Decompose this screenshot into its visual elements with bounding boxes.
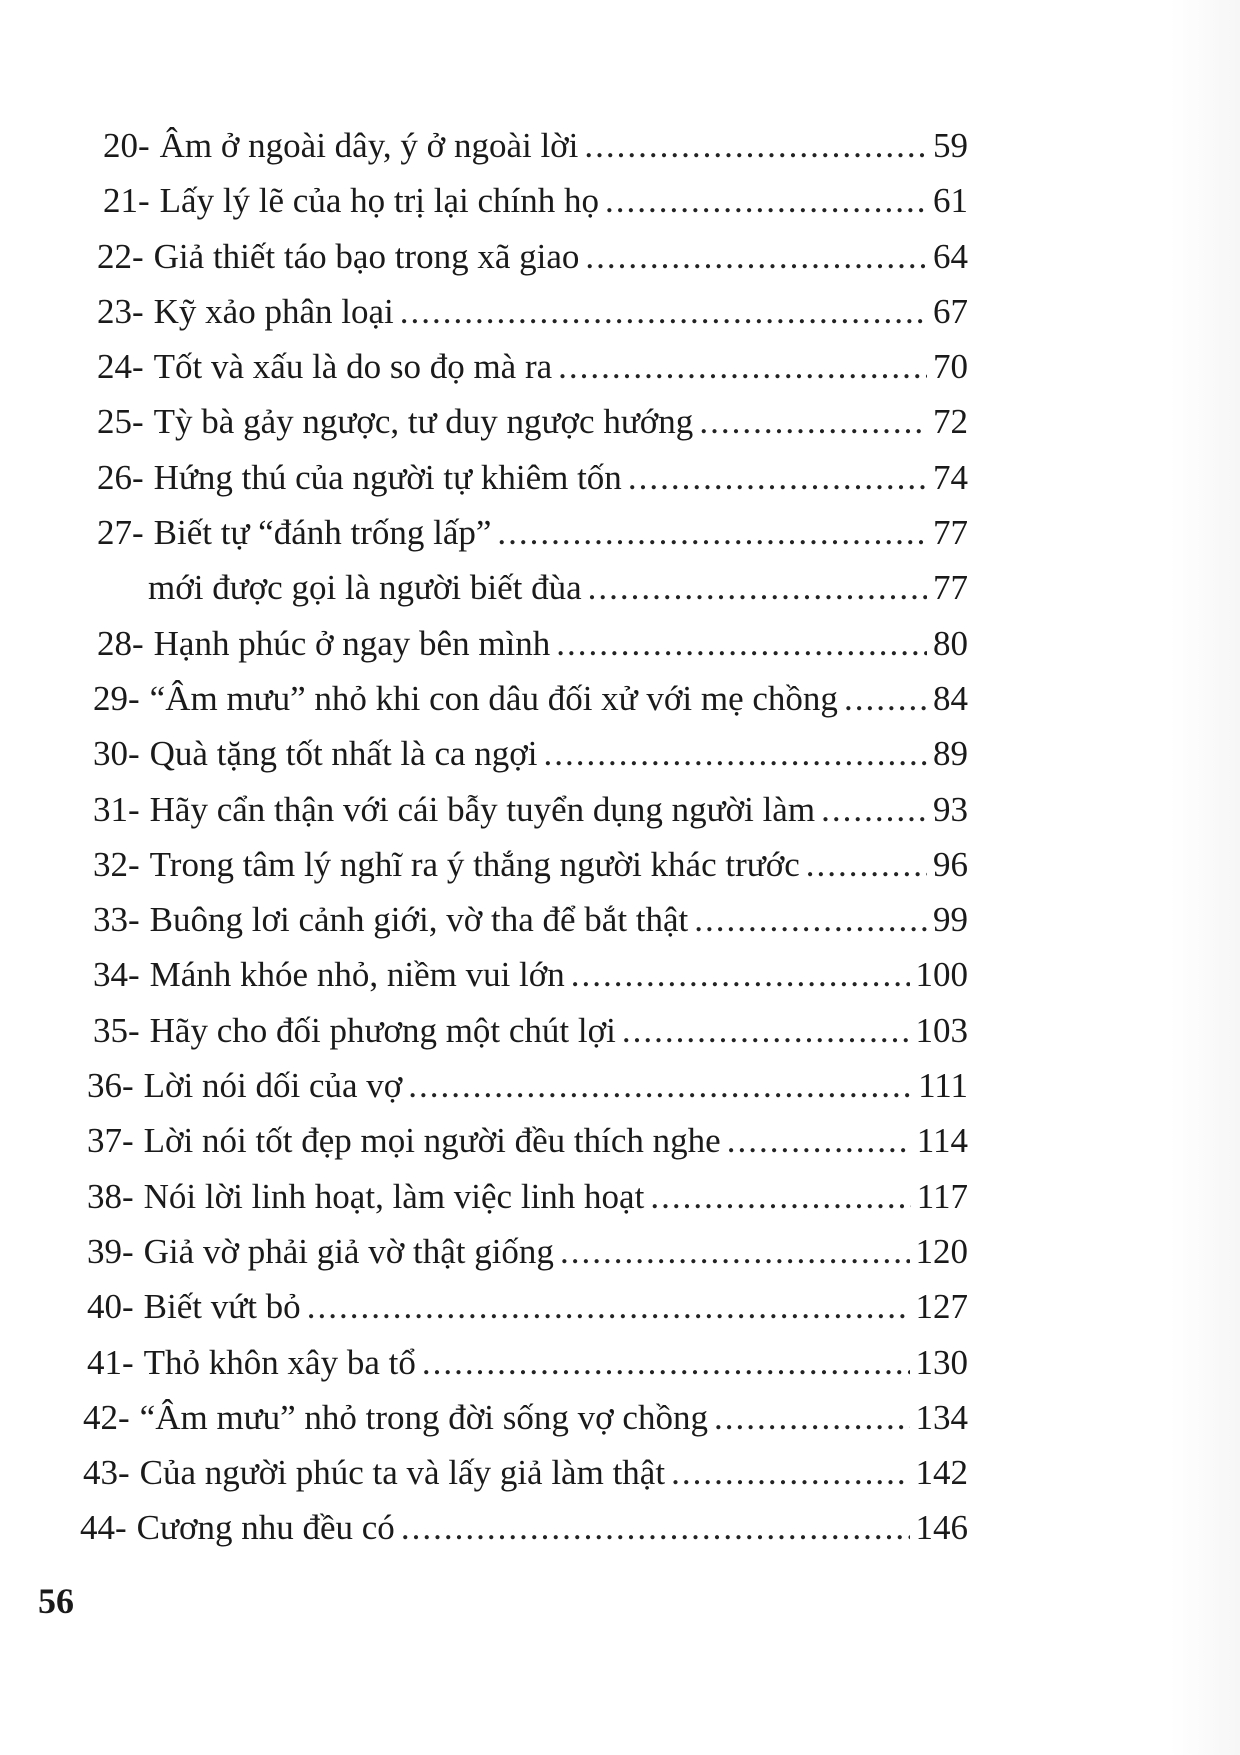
toc-entry-number: 37- [87,1121,134,1161]
toc-entry-number: 41- [87,1342,134,1382]
toc-entry-title: Giả thiết táo bạo trong xã giao [153,236,580,276]
toc-entry-title: Của người phúc ta và lấy giả làm thật [139,1453,666,1493]
dot-leader [821,782,927,837]
dot-leader [544,726,928,781]
dot-leader [401,1500,910,1555]
toc-entry-number: 39- [87,1231,134,1271]
toc-entry-number: 27- [97,513,144,553]
toc-entry-title: Hứng thú của người tự khiêm tốn [153,457,622,497]
toc-entry-page: 70 [933,347,968,387]
toc-entry-number: 44- [80,1508,127,1548]
toc-entry-page: 142 [915,1453,968,1493]
page-edge-shadow [1170,0,1240,1755]
toc-entry [0,394,968,449]
toc-entry-number: 43- [83,1453,130,1493]
toc-entry [0,560,968,615]
toc-entry-number: 31- [93,789,140,829]
table-of-contents [0,118,1240,1556]
toc-entry-title: Kỹ xảo phân loại [153,291,394,331]
dot-leader [588,560,927,615]
toc-entry-title: “Âm mưu” nhỏ khi con dâu đối xử với mẹ chồng [149,678,838,718]
toc-entry-number: 20- [103,126,150,165]
toc-entry-number: 28- [97,623,144,663]
toc-entry [0,947,968,1002]
toc-entry [0,118,968,173]
toc-entry-title: Biết vứt bỏ [143,1287,301,1327]
dot-leader [844,671,927,726]
toc-entry-number: 33- [93,900,140,940]
toc-entry-number: 25- [97,402,144,442]
toc-entry-page: 146 [915,1508,968,1548]
toc-entry-page: 127 [915,1287,968,1327]
dot-leader [727,1113,911,1168]
toc-entry [0,1445,968,1500]
dot-leader [422,1335,910,1390]
toc-entry-page: 59 [933,126,968,165]
toc-entry-page: 103 [915,1010,968,1050]
dot-leader [400,284,927,339]
toc-entry [0,1335,968,1390]
toc-entry-title: Thỏ khôn xây ba tổ [143,1342,416,1382]
toc-entry-number: 24- [97,347,144,387]
toc-entry-page: 77 [933,513,968,553]
toc-entry [0,671,968,726]
toc-entry-page: 74 [933,457,968,497]
toc-entry-page: 64 [933,236,968,276]
toc-entry-number: 32- [93,844,140,884]
toc-entry [0,1113,968,1168]
dot-leader [650,1169,910,1224]
toc-entry [0,450,968,505]
dot-leader [714,1390,910,1445]
toc-entry-page: 134 [915,1397,968,1437]
toc-entry-number: 22- [97,236,144,276]
toc-entry [0,284,968,339]
dot-leader [671,1445,909,1500]
toc-entry [0,229,968,284]
toc-entry-page: 114 [916,1121,968,1161]
toc-entry [0,782,968,837]
dot-leader [497,505,927,560]
toc-entry-page: 111 [918,1066,968,1106]
toc-entry-title: Mánh khóe nhỏ, niềm vui lớn [149,955,565,995]
toc-entry [0,726,968,781]
toc-entry [0,1390,968,1445]
toc-entry-number: 35- [93,1010,140,1050]
toc-entry-page: 77 [933,568,968,608]
toc-entry-title: “Âm mưu” nhỏ trong đời sống vợ chồng [139,1397,708,1437]
toc-entry-number: 38- [87,1176,134,1216]
dot-leader [584,118,927,173]
toc-entry-page: 130 [915,1342,968,1382]
toc-entry [0,892,968,947]
toc-entry [0,173,968,228]
dot-leader [622,1003,910,1058]
toc-entry-number: 21- [103,181,150,221]
toc-entry-title: Âm ở ngoài dây, ý ở ngoài lời [159,126,579,165]
toc-entry-page: 120 [915,1231,968,1271]
toc-entry-title: Tỳ bà gảy ngược, tư duy ngược hướng [153,402,694,442]
toc-entry-title: Lời nói tốt đẹp mọi người đều thích nghe [143,1121,721,1161]
toc-entry [0,616,968,671]
toc-entry-title: Trong tâm lý nghĩ ra ý thắng người khác trước [149,844,800,884]
toc-entry-title: Nói lời linh hoạt, làm việc linh hoạt [143,1176,645,1216]
toc-entry-page: 84 [933,678,968,718]
toc-entry-page: 117 [916,1176,968,1216]
dot-leader [556,616,927,671]
toc-entry-number: 36- [87,1066,134,1106]
toc-entry-title: Hãy cẩn thận với cái bẫy tuyển dụng người làm [149,789,816,829]
toc-entry-title: Lấy lý lẽ của họ trị lại chính họ [159,181,599,221]
toc-entry-number: 23- [97,291,144,331]
toc-entry-title: Buông lơi cảnh giới, vờ tha để bắt thật [149,900,689,940]
toc-entry-page: 100 [915,955,968,995]
page-number: 56 [38,1581,74,1621]
toc-entry [0,1169,968,1224]
toc-entry [0,1279,968,1334]
toc-entry [0,837,968,892]
toc-entry [0,1224,968,1279]
toc-entry [0,1500,968,1555]
toc-entry-title: Biết tự “đánh trống lấp” [153,513,492,553]
dot-leader [699,394,927,449]
dot-leader [560,1224,910,1279]
toc-entry [0,1003,968,1058]
toc-entry-title: Cương nhu đều có [136,1508,395,1548]
toc-entry-title: mới được gọi là người biết đùa [148,568,582,608]
toc-entry-title: Hạnh phúc ở ngay bên mình [153,623,551,663]
toc-entry-page: 67 [933,291,968,331]
toc-entry-page: 89 [933,734,968,774]
toc-entry-title: Tốt và xấu là do so đọ mà ra [153,347,553,387]
dot-leader [408,1058,912,1113]
toc-entry-page: 99 [933,900,968,940]
toc-entry-page: 93 [933,789,968,829]
toc-entry-number: 29- [93,678,140,718]
dot-leader [585,229,927,284]
toc-entry [0,339,968,394]
toc-entry-page: 61 [933,181,968,221]
toc-entry [0,505,968,560]
dot-leader [571,947,910,1002]
toc-entry-title: Giả vờ phải giả vờ thật giống [143,1231,554,1271]
toc-entry-page: 72 [933,402,968,442]
toc-entry [0,1058,968,1113]
toc-entry-number: 30- [93,734,140,774]
dot-leader [307,1279,910,1334]
toc-entry-page: 96 [933,844,968,884]
toc-entry-number: 40- [87,1287,134,1327]
toc-entry-title: Lời nói dối của vợ [143,1066,403,1106]
dot-leader [605,173,927,228]
dot-leader [694,892,927,947]
toc-entry-number: 26- [97,457,144,497]
toc-entry-title: Quà tặng tốt nhất là ca ngợi [149,734,538,774]
toc-entry-number: 42- [83,1397,130,1437]
dot-leader [628,450,927,505]
toc-entry-title: Hãy cho đối phương một chút lợi [149,1010,616,1050]
toc-entry-number: 34- [93,955,140,995]
dot-leader [558,339,927,394]
toc-entry-page: 80 [933,623,968,663]
dot-leader [806,837,927,892]
